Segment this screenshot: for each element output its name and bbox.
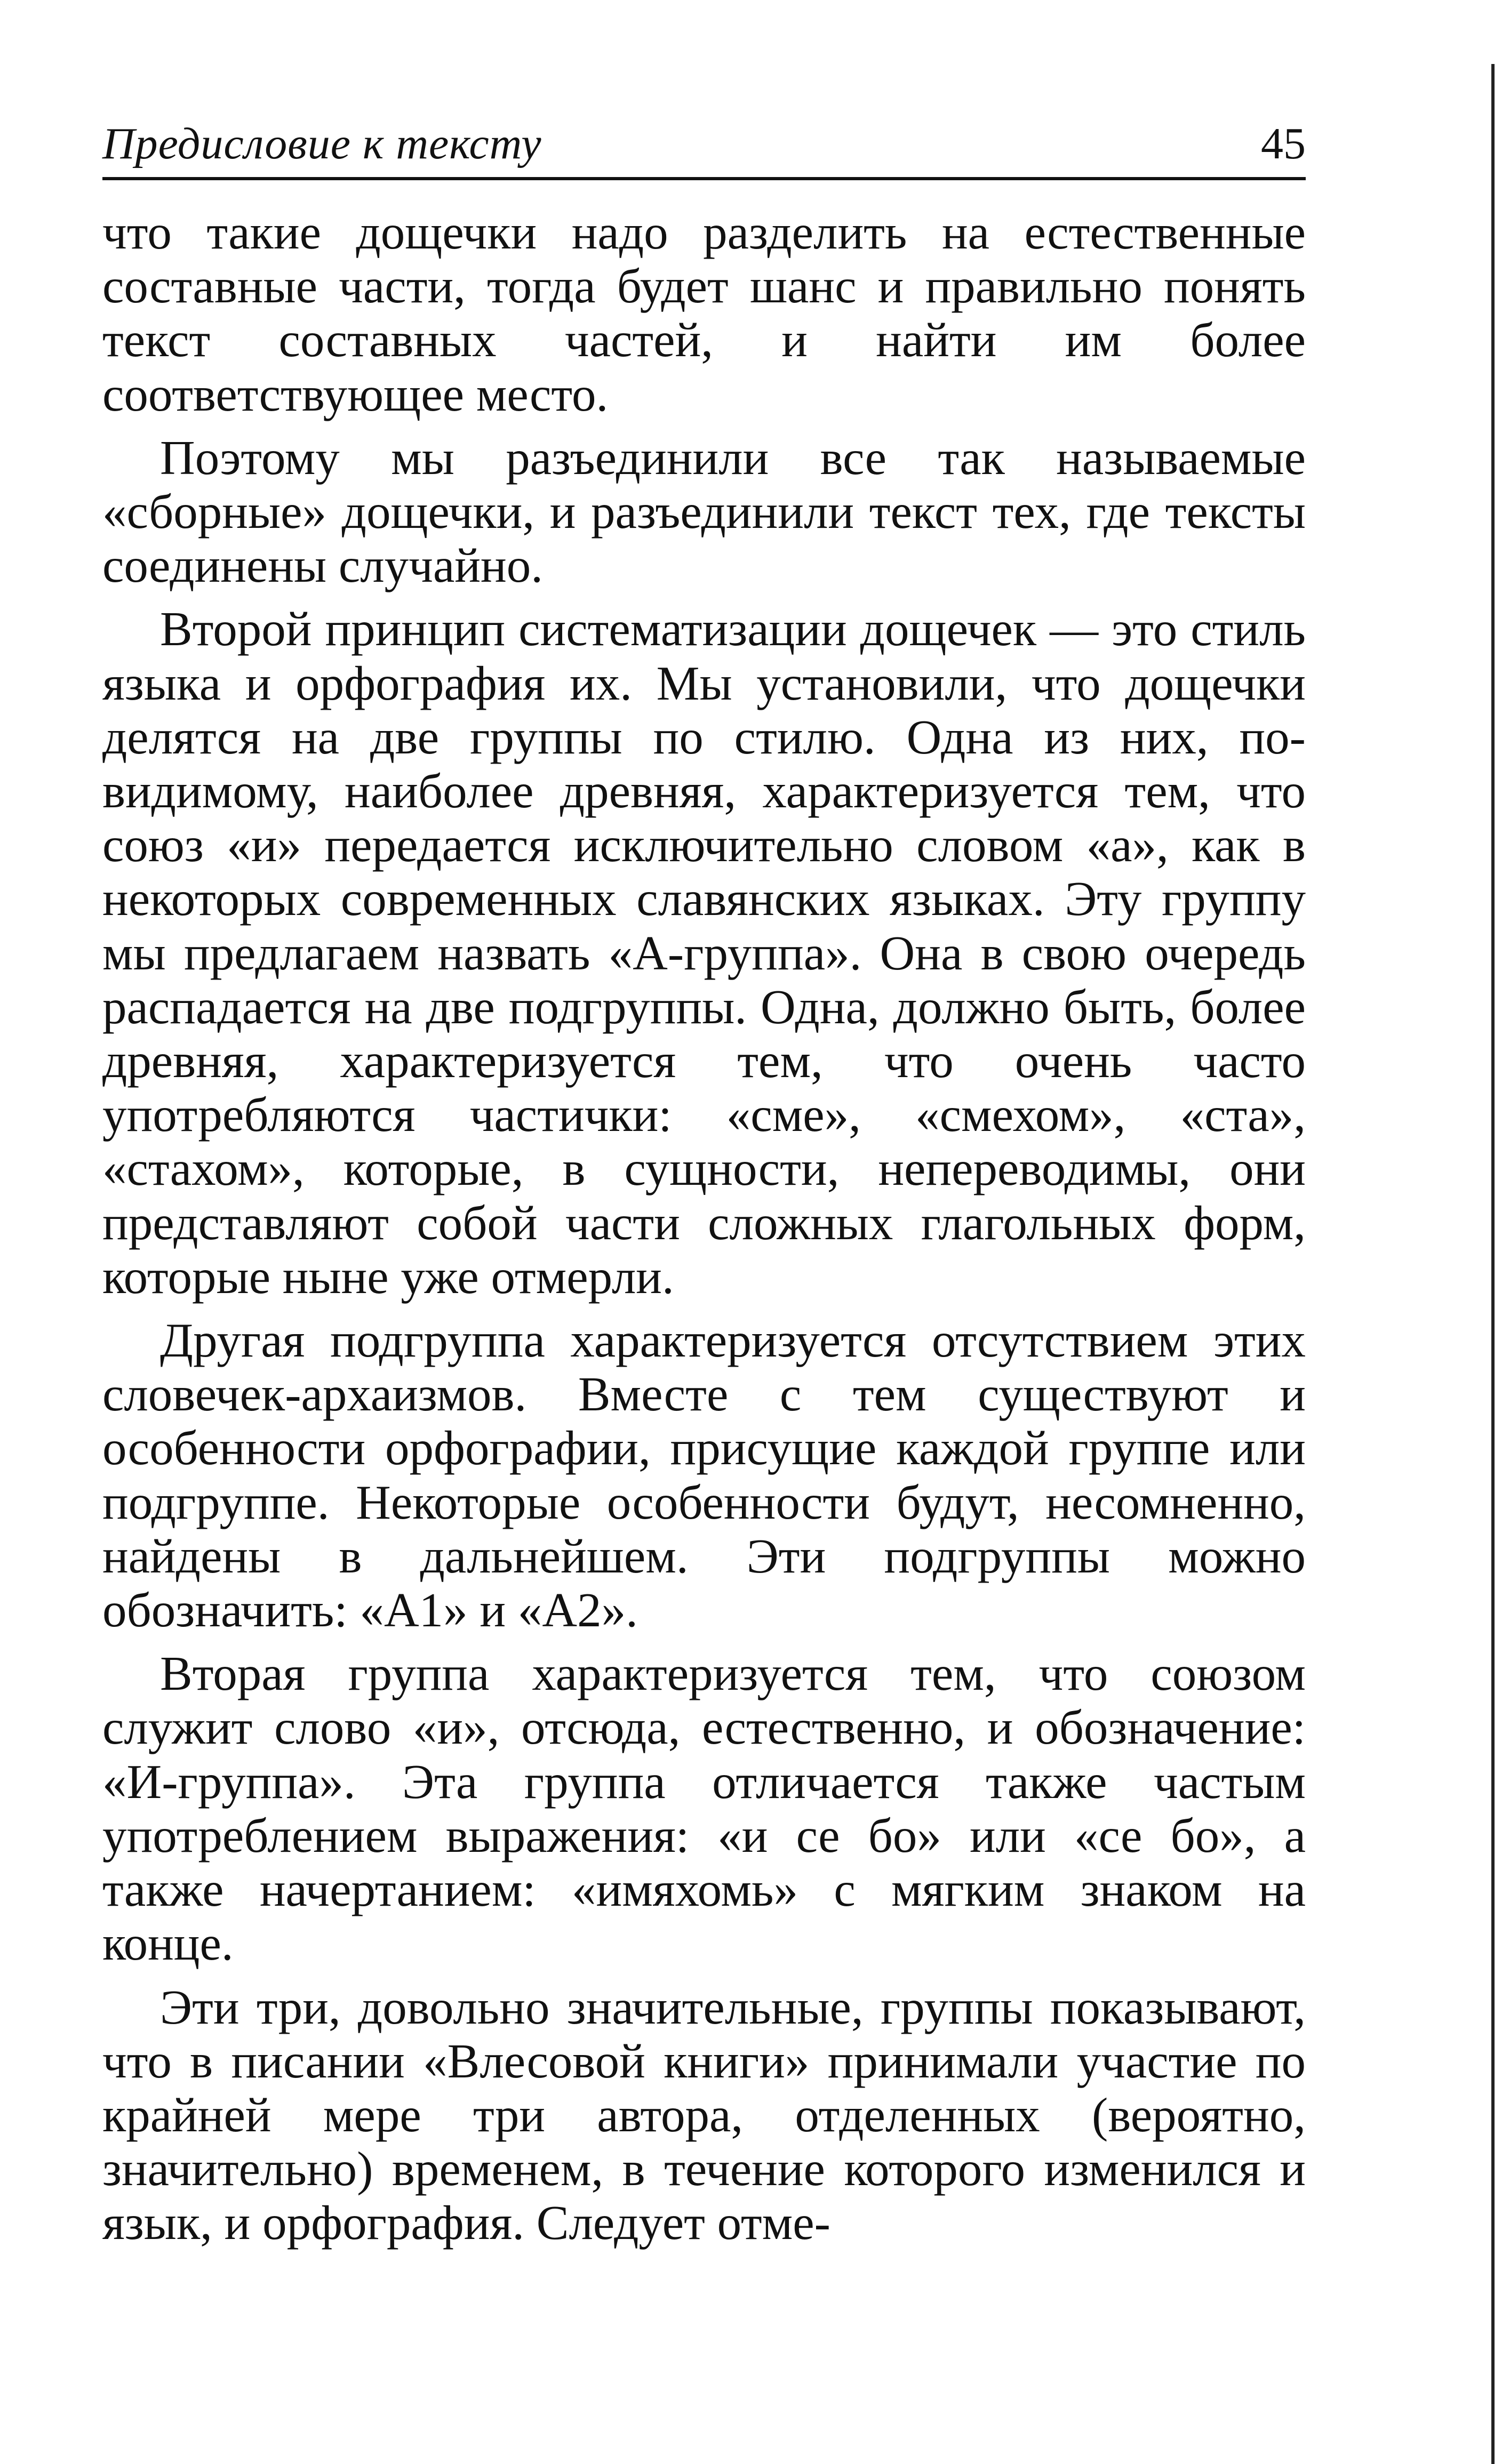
- paragraph: Вторая группа характеризуется тем, что союзом служит слово «и», отсюда, естественно, и обозначение: «И-группа». Эта группа отличается также частым употреблением выражения: «и се бо» или «се бо», а также начертанием: «имяхомь» с мягким знаком на конце.: [102, 1647, 1306, 1971]
- running-header: [102, 117, 1306, 180]
- paragraph: Эти три, довольно значительные, группы показывают, что в писании «Влесовой книги» принимали участие по крайней мере три автора, отделенных (вероятно, значительно) временем, в течение которого изменился и язык, и орфография. Следует отме-: [102, 1980, 1306, 2250]
- paragraph: Другая подгруппа характеризуется отсутствием этих словечек-архаизмов. Вместе с тем существуют и особенности орфографии, присущие каждой группе или подгруппе. Некоторые особенности будут, несомненно, найдены в дальнейшем. Эти подгруппы можно обозначить: «А1» и «А2».: [102, 1313, 1306, 1638]
- running-title: Предисловие к тексту: [102, 119, 542, 168]
- body-text: [102, 205, 1306, 2260]
- page-number: 45: [1261, 119, 1306, 168]
- paragraph: что такие дощечки надо разделить на естественные составные части, тогда будет шанс и правильно понять текст составных частей, и найти им более соответствующее место.: [102, 205, 1306, 421]
- page-edge-line: [1491, 64, 1495, 2464]
- paragraph: Второй принцип систематизации дощечек — это стиль языка и орфография их. Мы установили, что дощечки делятся на две группы по стилю. Одна из них, по-видимому, наиболее древняя, характеризуется тем, что союз «и» передается исключительно словом «а», как в некоторых современных славянских языках. Эту группу мы предлагаем назвать «А-группа». Она в свою очередь распадается на две подгруппы. Одна, должно быть, более древняя, характеризуется тем, что очень часто употребляются частички: «сме», «смехом», «ста», «стахом», которые, в сущности, непереводимы, они представляют собой части сложных глагольных форм, которые ныне уже отмерли.: [102, 602, 1306, 1304]
- paragraph: Поэтому мы разъединили все так называемые «сборные» дощечки, и разъединили текст тех, где тексты соединены случайно.: [102, 430, 1306, 593]
